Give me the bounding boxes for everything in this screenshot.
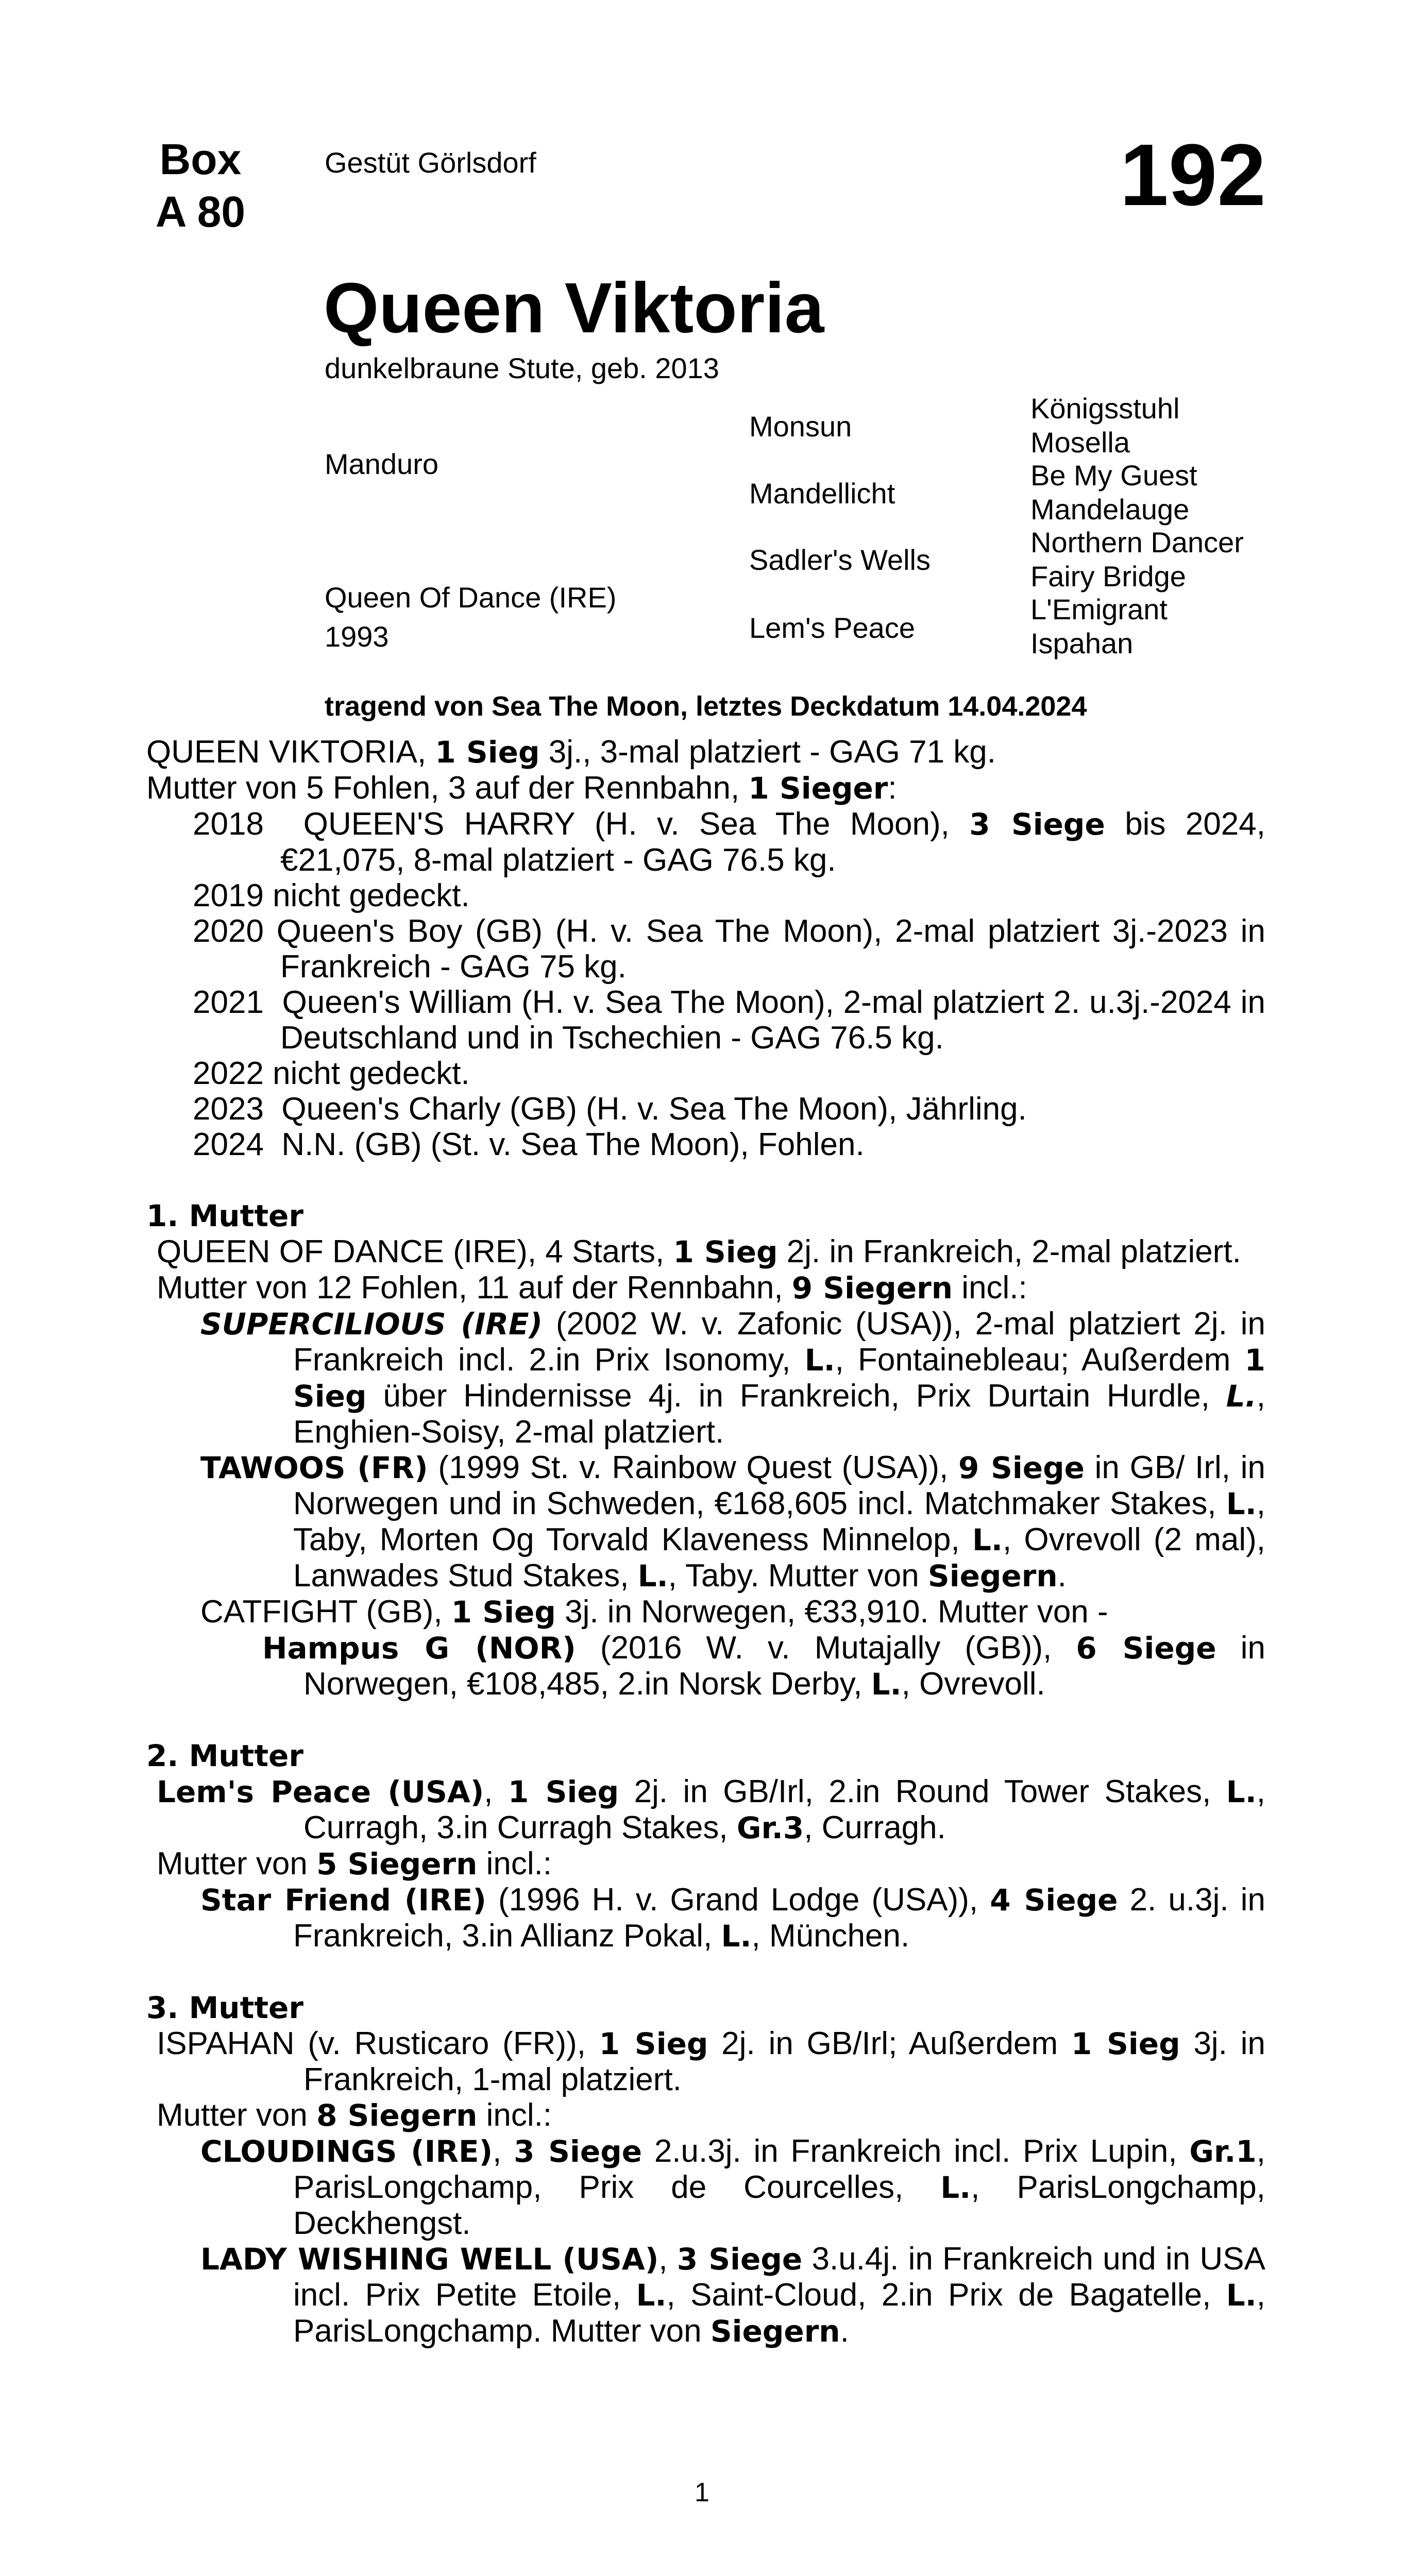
first-dam-record: QUEEN OF DANCE (IRE), 4 Starts, 1 Sieg 2j. in Frankreich, 2-mal platziert.: [157, 1234, 1241, 1269]
produce-2022: 2022 nicht gedeckt.: [193, 1056, 470, 1091]
produce-2019: 2019 nicht gedeckt.: [193, 878, 470, 913]
sibling-lady-wishing-well: LADY WISHING WELL (USA), 3 Siege 3.u.4j. in Frankreich und in USA incl. Prix Petite Etoile, L., Saint-Cloud, 2.in Prix de Bagatelle, L., ParisLongchamp. Mutter von Siegern.: [200, 2241, 1265, 2349]
horse-record: QUEEN VIKTORIA, 1 Sieg 3j., 3-mal platziert - GAG 71 kg.: [146, 734, 996, 770]
pedigree-g7: L'Emigrant: [1030, 593, 1168, 625]
pedigree-g8: Ispahan: [1030, 627, 1134, 659]
horse-name: Queen Viktoria: [324, 268, 824, 348]
first-dam-produce: Mutter von 12 Fohlen, 11 auf der Rennbahn, 9 Siegern incl.:: [157, 1270, 1027, 1306]
pedigree-notes: [146, 734, 1265, 2349]
pedigree-g4: Mandelauge: [1030, 493, 1190, 526]
produce-2021: 2021 Queen's William (H. v. Sea The Moon), 2-mal platziert 2. u.3j.-2024 in Deutschland und in Tschechien - GAG 76.5 kg.: [193, 985, 1265, 1056]
pedigree-g1: Königsstuhl: [1030, 392, 1180, 425]
page-number: 1: [695, 2478, 709, 2507]
covering-info: tragend von Sea The Moon, letztes Deckdatum 14.04.2024: [325, 691, 1087, 722]
pedigree-dam-dam: Lem's Peace: [749, 612, 915, 644]
box-number: A 80: [155, 188, 246, 236]
sibling-tawoos: TAWOOS (FR) (1999 St. v. Rainbow Quest (USA)), 9 Siege in GB/ Irl, in Norwegen und in Schweden, €168,605 incl. Matchmaker Stakes, L., Taby, Morten Og Torvald Klaveness Minnelop, L., Ovrevoll (2 mal), Lanwades Stud Stakes, L., Taby. Mutter von Siegern.: [200, 1450, 1265, 1594]
pedigree-dam: Queen Of Dance (IRE): [325, 581, 617, 614]
horse-description: dunkelbraune Stute, geb. 2013: [325, 352, 719, 384]
produce-summary: Mutter von 5 Fohlen, 3 auf der Rennbahn, 1 Sieger:: [146, 770, 897, 806]
second-dam-record: Lem's Peace (USA), 1 Sieg 2j. in GB/Irl, 2.in Round Tower Stakes, L., Curragh, 3.in Curragh Stakes, Gr.3, Curragh.: [157, 1774, 1265, 1845]
produce-2023: 2023 Queen's Charly (GB) (H. v. Sea The Moon), Jährling.: [193, 1091, 1027, 1127]
second-dam-produce: Mutter von 5 Siegern incl.:: [157, 1846, 552, 1882]
produce-2024: 2024 N.N. (GB) (St. v. Sea The Moon), Fohlen.: [193, 1127, 865, 1162]
box-title: Box: [159, 135, 242, 183]
sibling-catfight: CATFIGHT (GB), 1 Sieg 3j. in Norwegen, €33,910. Mutter von -: [200, 1594, 1108, 1630]
sibling-cloudings: CLOUDINGS (IRE), 3 Siege 2.u.3j. in Frankreich incl. Prix Lupin, Gr.1, ParisLongchamp, Prix de Courcelles, L., ParisLongchamp, Deckhengst.: [200, 2133, 1266, 2241]
pedigree-g6: Fairy Bridge: [1030, 560, 1186, 592]
pedigree-dam-year: 1993: [325, 620, 389, 653]
lot-number: 192: [1120, 126, 1266, 224]
pedigree-sire-dam: Mandellicht: [749, 477, 895, 510]
third-dam-produce: Mutter von 8 Siegern incl.:: [157, 2097, 552, 2133]
sibling-star-friend: Star Friend (IRE) (1996 H. v. Grand Lodge (USA)), 4 Siege 2. u.3j. in Frankreich, 3.in Allianz Pokal, L., München.: [200, 1882, 1265, 1954]
pedigree-sire-sire: Monsun: [749, 410, 852, 443]
second-dam-heading: 2. Mutter: [146, 1738, 303, 1773]
pedigree-sire: Manduro: [325, 448, 439, 480]
third-dam-heading: 3. Mutter: [146, 1990, 303, 2025]
pedigree-g3: Be My Guest: [1030, 459, 1197, 492]
produce-2020: 2020 Queen's Boy (GB) (H. v. Sea The Moon), 2-mal platziert 3j.-2023 in Frankreich - GAG 75 kg.: [193, 913, 1265, 985]
box-label: [146, 133, 255, 238]
pedigree-dam-sire: Sadler's Wells: [749, 544, 931, 576]
sibling-hampus-g: Hampus G (NOR) (2016 W. v. Mutajally (GB)), 6 Siege in Norwegen, €108,485, 2.in Norsk Derby, L., Ovrevoll.: [262, 1630, 1265, 1702]
third-dam-record: ISPAHAN (v. Rusticaro (FR)), 1 Sieg 2j. in GB/Irl; Außerdem 1 Sieg 3j. in Frankreich, 1-mal platziert.: [157, 2026, 1265, 2097]
breeder-name: Gestüt Görlsdorf: [325, 146, 536, 179]
pedigree-g2: Mosella: [1030, 426, 1130, 459]
first-dam-heading: 1. Mutter: [146, 1198, 303, 1233]
pedigree-g5: Northern Dancer: [1030, 526, 1244, 558]
produce-2018: 2018 QUEEN'S HARRY (H. v. Sea The Moon), 3 Siege bis 2024, €21,075, 8-mal platziert - GAG 76.5 kg.: [193, 806, 1265, 878]
sibling-supercilious: SUPERCILIOUS (IRE) (2002 W. v. Zafonic (USA)), 2-mal platziert 2j. in Frankreich incl. 2.in Prix Isonomy, L., Fontainebleau; Außerdem 1 Sieg über Hindernisse 4j. in Frankreich, Prix Durtain Hurdle, L., Enghien-Soisy, 2-mal platziert.: [200, 1306, 1266, 1450]
